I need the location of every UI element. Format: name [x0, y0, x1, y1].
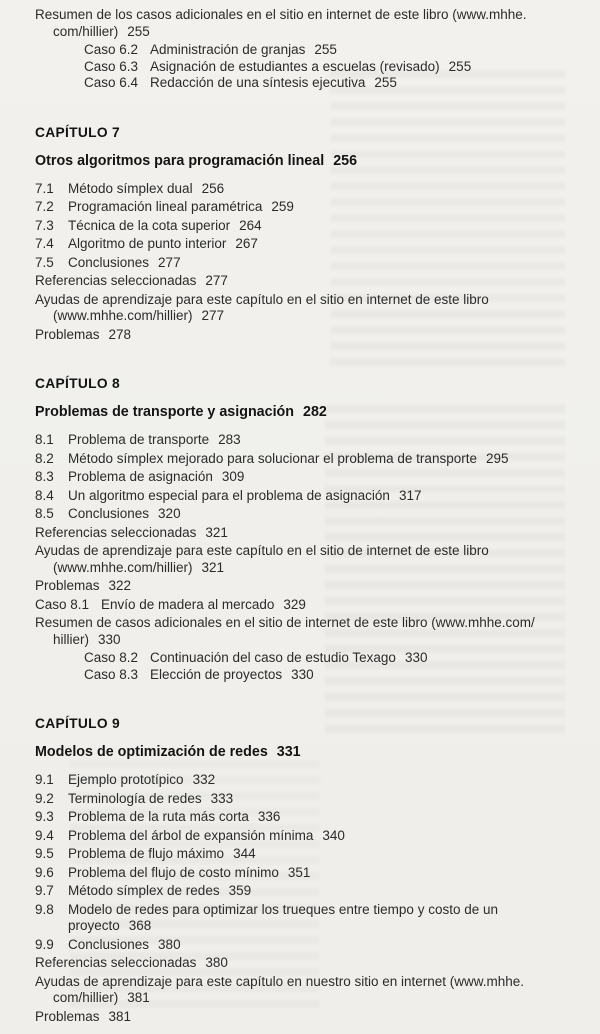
chapter-heading: CAPÍTULO 8: [35, 376, 121, 391]
note-text: com/hillier): [53, 23, 119, 39]
page-number: 340: [322, 827, 345, 843]
section-title: Problema del árbol de expansión mínima: [68, 827, 314, 843]
toc-line-text: Problemas: [35, 578, 100, 593]
section-title: Ejemplo prototípico: [68, 772, 184, 787]
section-title: Problema de asignación: [68, 469, 213, 484]
note-text: com/hillier): [53, 990, 119, 1005]
case-title: Administración de granjas: [150, 42, 306, 57]
page-number: 381: [127, 990, 150, 1005]
section-item: [35, 432, 582, 449]
section-item-line: [35, 199, 582, 216]
toc-line-text: Referencias seleccionadas: [35, 273, 197, 288]
section-item-line: [35, 451, 582, 468]
section-title: Conclusiones: [68, 254, 150, 270]
section-title: Algoritmo de punto interior: [68, 236, 227, 251]
section-item: [35, 883, 582, 900]
section-title: Problema de flujo máximo: [68, 846, 225, 861]
toc-line-text: Referencias seleccionadas: [35, 955, 197, 970]
section-number: 9.7: [35, 883, 54, 898]
page-number: 380: [158, 936, 181, 952]
section-item-line: [35, 218, 582, 235]
page-number: 256: [333, 152, 358, 169]
page-number: 277: [205, 273, 228, 288]
page-number: 330: [404, 650, 428, 665]
section-number: 9.4: [35, 827, 54, 843]
note-entry: [35, 7, 582, 40]
page-number: 336: [257, 809, 281, 824]
section-item-line: [35, 865, 582, 882]
section-item-line: [35, 937, 582, 954]
case-title: Asignación de estudiantes a escuelas (revisado): [150, 58, 440, 74]
case-label: Caso 8.1: [35, 596, 90, 612]
toc-line: [35, 525, 582, 542]
section-number: 8.1: [35, 432, 54, 447]
page-number: 255: [448, 58, 472, 74]
page-number: 277: [158, 254, 181, 270]
case-title: Continuación del caso de estudio Texago: [150, 650, 396, 665]
case-title: Elección de proyectos: [150, 666, 283, 682]
section-item: [35, 865, 582, 882]
section-item: [35, 469, 582, 486]
section-number: 9.9: [35, 936, 54, 952]
section-item: [35, 809, 582, 826]
section-number: 9.2: [35, 790, 54, 806]
case-label: Caso 8.3: [84, 666, 139, 682]
page-number: 267: [235, 236, 258, 251]
page-number: 351: [287, 864, 311, 880]
page-number: 255: [374, 75, 397, 90]
section-item: [35, 506, 582, 523]
page-number: 317: [398, 487, 422, 503]
note-text: (www.mhhe.com/hillier): [53, 559, 193, 575]
chapter-title-text: Modelos de optimización de redes: [35, 744, 268, 760]
note-line: [35, 24, 582, 41]
section-item-line: [35, 828, 582, 845]
section-item-line: [35, 488, 582, 505]
section-title: Un algoritmo especial para el problema de asignación: [68, 487, 390, 503]
section-item-line: [35, 809, 582, 826]
note-text: Resumen de casos adicionales en el sitio de internet de este libro (www.mhhe.com/: [35, 615, 535, 630]
chapter-title: [35, 152, 582, 170]
section-number: 9.6: [35, 864, 54, 880]
section-number: 8.3: [35, 469, 54, 484]
case-label: Caso 6.2: [84, 42, 139, 57]
section-title: Conclusiones: [68, 506, 150, 521]
section-number: 9.5: [35, 846, 54, 861]
section-item: [35, 236, 582, 253]
note-line: [35, 615, 582, 632]
page-number: 259: [271, 199, 294, 214]
section-item-line: [35, 255, 582, 272]
note-entry: [35, 543, 582, 576]
section-number: 8.2: [35, 450, 54, 466]
case-label: Caso 6.4: [84, 75, 139, 90]
section-item-line: [35, 918, 582, 935]
note-line: [35, 292, 582, 309]
page-number: 295: [485, 450, 509, 466]
note-entry: [35, 974, 582, 1007]
page-number: 321: [201, 559, 225, 575]
note-entry: [35, 615, 582, 648]
case-item: [35, 42, 582, 59]
toc-line: [35, 273, 582, 290]
page-number: 344: [233, 846, 256, 861]
section-title: Programación lineal paramétrica: [68, 199, 263, 214]
page-number: 255: [314, 42, 337, 57]
case-label: Caso 6.3: [84, 58, 139, 74]
page-number: 321: [205, 524, 228, 540]
toc-line: [35, 955, 582, 972]
section-item: [35, 937, 582, 954]
note-entry: [35, 292, 582, 325]
page-number: 330: [291, 666, 314, 682]
case-title: Redacción de una síntesis ejecutiva: [150, 75, 366, 90]
section-number: 8.5: [35, 506, 54, 521]
toc-line: [35, 327, 582, 344]
page-number: 333: [210, 790, 234, 806]
page-number: 320: [158, 506, 181, 521]
chapter-heading: CAPÍTULO 7: [35, 124, 121, 140]
note-text: (www.mhhe.com/hillier): [53, 308, 193, 323]
section-item-line: [35, 883, 582, 900]
note-text: Resumen de los casos adicionales en el sitio en internet de este libro (www.mhhe.: [35, 7, 527, 22]
section-item-line: [35, 181, 582, 198]
page-number: 309: [221, 469, 245, 484]
page-number: 368: [128, 918, 152, 933]
note-line: [35, 543, 582, 560]
note-line: [35, 974, 582, 991]
section-number: 9.8: [35, 901, 54, 917]
note-line: [35, 990, 582, 1007]
page-number: 255: [127, 23, 150, 39]
section-title: Método símplex mejorado para solucionar el problema de transporte: [68, 450, 477, 466]
section-item-line: [35, 772, 582, 789]
section-title: Terminología de redes: [68, 790, 202, 806]
toc-line: [35, 1009, 582, 1026]
section-item: [35, 451, 582, 468]
section-item: [35, 181, 582, 198]
case-label: Caso 8.2: [84, 650, 139, 665]
section-title: Método símplex dual: [68, 180, 193, 196]
section-title: Modelo de redes para optimizar los trueques entre tiempo y costo de un: [68, 901, 498, 917]
section-item: [35, 791, 582, 808]
section-number: 7.4: [35, 236, 54, 251]
section-item-line: [35, 236, 582, 253]
section-title: Técnica de la cota superior: [68, 217, 231, 233]
case-item: [35, 667, 582, 684]
page-number: 381: [108, 1008, 132, 1024]
section-title: proyecto: [68, 918, 120, 933]
case-item: [35, 650, 582, 667]
chapter-title-text: Problemas de transporte y asignación: [35, 404, 295, 420]
page-number: 283: [218, 432, 241, 447]
section-item-line: [35, 469, 582, 486]
section-item: [35, 255, 582, 272]
page-number: 277: [201, 308, 225, 323]
chapter-title-text: Otros algoritmos para programación lineal: [35, 152, 325, 169]
page-number: 322: [108, 578, 132, 593]
section-title: Conclusiones: [68, 936, 150, 952]
page-number: 331: [276, 744, 301, 760]
case-item: [35, 75, 582, 92]
section-item: [35, 772, 582, 789]
section-item: [35, 828, 582, 845]
note-text: Ayudas de aprendizaje para este capítulo en nuestro sitio en internet (www.mhhe.: [35, 973, 525, 989]
case-title: Envío de madera al mercado: [101, 596, 275, 612]
toc-line-text: Problemas: [35, 1008, 100, 1024]
section-item-line: [35, 432, 582, 449]
section-item: [35, 846, 582, 863]
section-number: 8.4: [35, 487, 54, 503]
toc-line-text: Referencias seleccionadas: [35, 524, 197, 540]
section-item-line: [35, 791, 582, 808]
page-number: 278: [108, 326, 132, 342]
section-title: Problema de la ruta más corta: [68, 809, 249, 824]
section-item: [35, 488, 582, 505]
section-item: [35, 218, 582, 235]
page-number: 329: [283, 596, 306, 612]
section-item-line: [35, 846, 582, 863]
section-item-line: [35, 506, 582, 523]
section-number: 9.3: [35, 809, 54, 824]
chapter-heading: CAPÍTULO 9: [35, 716, 121, 731]
note-line: [35, 7, 582, 24]
section-number: 7.2: [35, 199, 54, 214]
chapter-title: [35, 403, 582, 421]
page-number: 264: [239, 217, 262, 233]
toc-line: [35, 578, 582, 595]
section-number: 7.5: [35, 254, 54, 270]
section-item: [35, 902, 582, 935]
case-item: [35, 59, 582, 76]
section-item-line: [35, 902, 582, 919]
page-number: 282: [303, 404, 327, 420]
note-text: hillier): [53, 631, 90, 647]
section-number: 7.1: [35, 180, 54, 196]
section-number: 9.1: [35, 772, 54, 787]
page-number: 380: [205, 955, 228, 970]
toc-line-text: Problemas: [35, 326, 100, 342]
page-number: 256: [201, 180, 225, 196]
note-line: [35, 632, 582, 649]
note-text: Ayudas de aprendizaje para este capítulo en el sitio en internet de este libro: [35, 291, 489, 307]
chapter-title: [35, 743, 582, 761]
page-number: 359: [228, 883, 252, 898]
page-number: 330: [98, 631, 121, 647]
note-line: [35, 560, 582, 577]
case-item: [35, 597, 582, 614]
section-number: 7.3: [35, 217, 54, 233]
note-text: Ayudas de aprendizaje para este capítulo en el sitio de internet de este libro: [35, 543, 489, 558]
note-line: [35, 308, 582, 325]
section-item: [35, 199, 582, 216]
section-title: Problema del flujo de costo mínimo: [68, 864, 279, 880]
section-title: Problema de transporte: [68, 432, 210, 447]
page-number: 332: [192, 772, 216, 787]
section-title: Método símplex de redes: [68, 883, 220, 898]
